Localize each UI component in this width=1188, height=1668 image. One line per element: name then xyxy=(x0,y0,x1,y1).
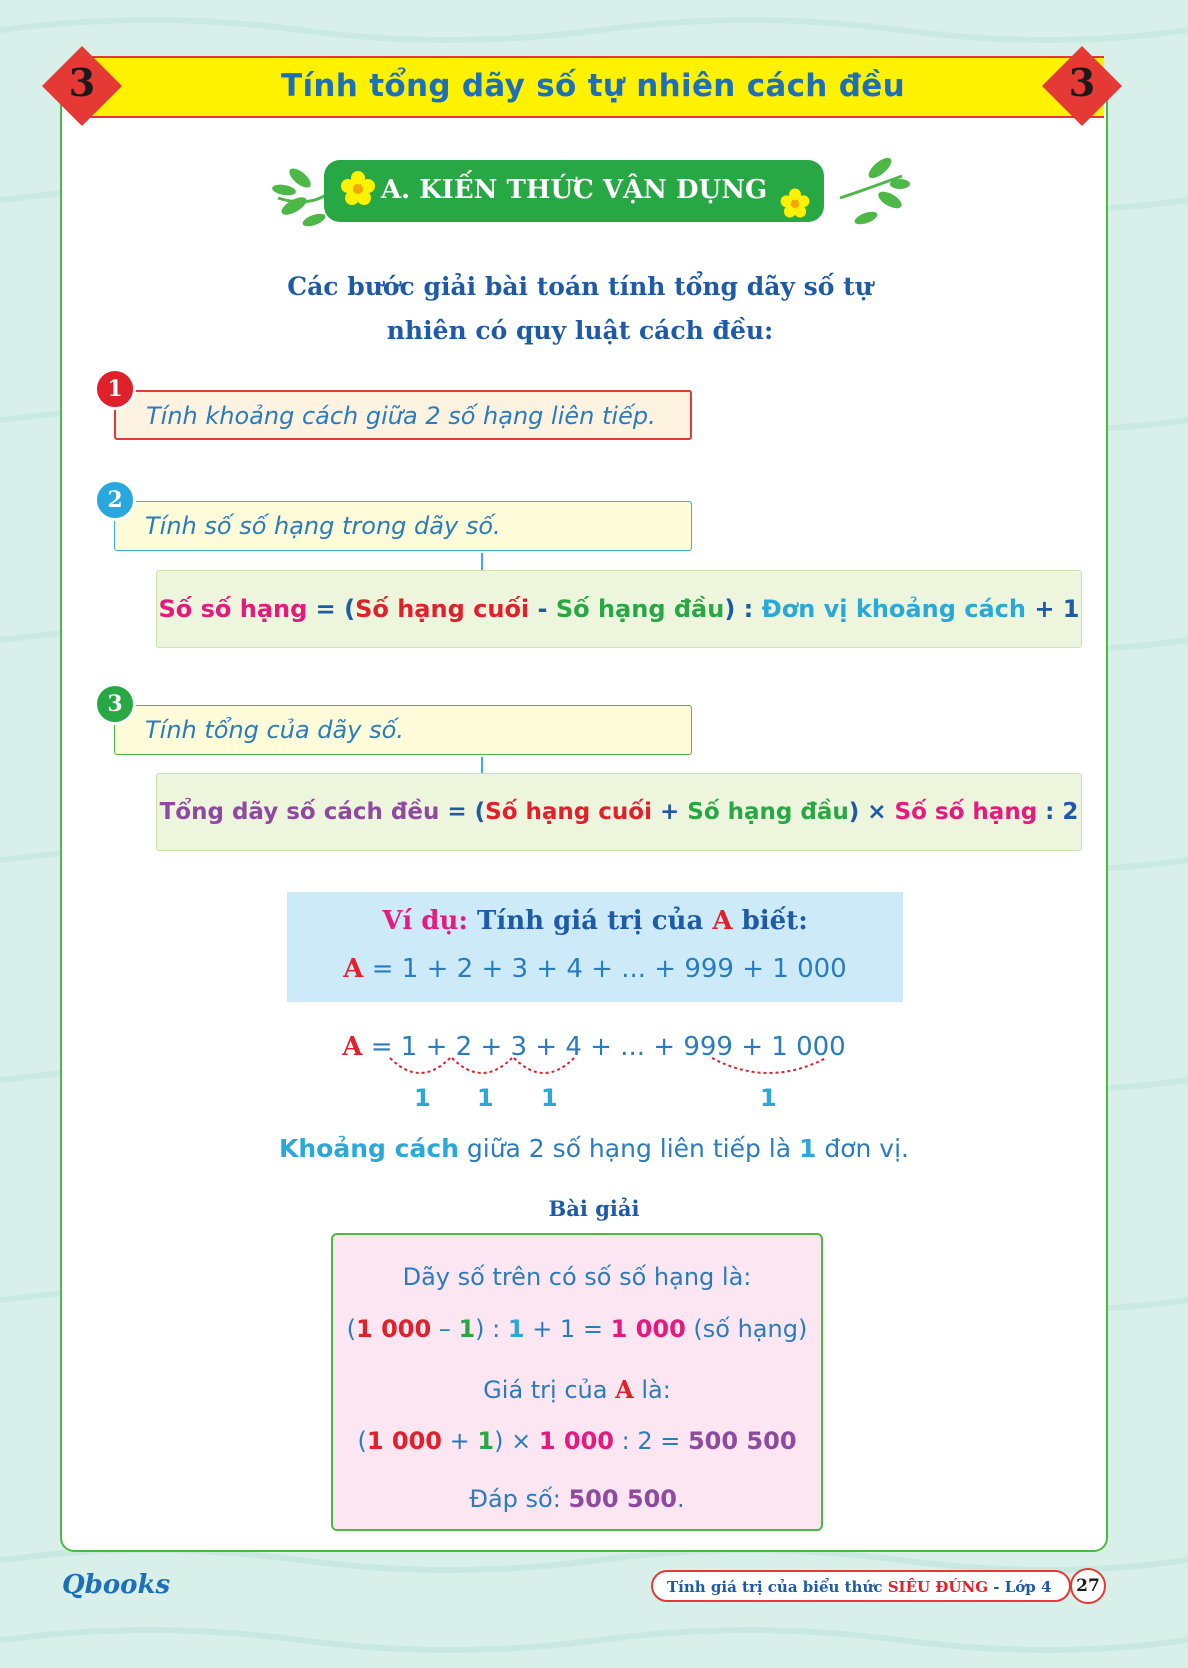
gap-text: giữa 2 số hạng liên tiếp là xyxy=(458,1134,799,1163)
lesson-title: Tính tổng dãy số tự nhiên cách đều xyxy=(281,68,905,104)
formula-count xyxy=(156,570,1082,648)
formula-first-term: Số hạng đầu xyxy=(555,595,725,623)
gap-statement xyxy=(0,1134,1188,1163)
formula-symbol: = ( xyxy=(307,595,356,623)
step-2-box xyxy=(114,501,692,551)
answer-label: Đáp số: xyxy=(469,1485,569,1513)
book-title-emphasis: SIÊU ĐÚNG xyxy=(887,1578,989,1596)
logo-text: Qbooks xyxy=(62,1570,171,1600)
difference-value: 1 xyxy=(760,1084,777,1112)
unit: (số hạng) xyxy=(685,1315,808,1343)
difference-value: 1 xyxy=(541,1084,558,1112)
difference-value: 1 xyxy=(477,1084,494,1112)
value: 1 000 xyxy=(538,1427,614,1455)
example-question: Tính giá trị của xyxy=(467,906,713,936)
example-box xyxy=(287,892,903,1002)
result: 1 000 xyxy=(610,1315,686,1343)
formula-symbol: : 2 xyxy=(1037,799,1079,825)
symbol: × xyxy=(503,1427,539,1455)
formula-sum xyxy=(156,773,1082,851)
book-title-grade: - Lớp 4 xyxy=(988,1578,1052,1596)
expression-variable: A xyxy=(343,954,364,984)
symbol: ) xyxy=(494,1427,504,1455)
expression-body: = 1 + 2 + 3 + 4 + ... + 999 + 1 000 xyxy=(362,1032,846,1062)
formula-sum-lhs: Tổng dãy số cách đều xyxy=(159,799,440,825)
solution-line-1: Dãy số trên có số số hạng là: xyxy=(402,1263,752,1291)
lesson-banner xyxy=(82,56,1104,118)
example-expression xyxy=(287,954,903,984)
formula-gap: Đơn vị khoảng cách xyxy=(761,595,1026,623)
symbol: ) xyxy=(475,1315,485,1343)
formula-last-term: Số hạng cuối xyxy=(355,595,530,623)
value: 1 xyxy=(507,1315,525,1343)
formula-symbol: - xyxy=(529,595,556,623)
step-3-number: 3 xyxy=(94,683,136,725)
formula-first-term: Số hạng đầu xyxy=(687,799,849,825)
solution-line-4 xyxy=(333,1427,821,1455)
symbol: . xyxy=(677,1485,685,1513)
symbol: : 2 = xyxy=(613,1427,688,1455)
value: 1 000 xyxy=(356,1315,432,1343)
symbol: + 1 = xyxy=(524,1315,611,1343)
answer-value: 500 500 xyxy=(568,1485,677,1513)
solution-title: Bài giải xyxy=(548,1196,640,1221)
step-1-text: Tính khoảng cách giữa 2 số hạng liên tiếp. xyxy=(146,402,656,430)
solution-box xyxy=(331,1233,823,1531)
gap-value: 1 xyxy=(798,1134,817,1163)
value: 1 xyxy=(477,1427,495,1455)
formula-last-term: Số hạng cuối xyxy=(485,799,652,825)
symbol: – xyxy=(431,1315,459,1343)
result: 500 500 xyxy=(687,1427,797,1455)
step-1-box xyxy=(114,390,692,440)
step-1-number: 1 xyxy=(94,368,136,410)
lesson-number-badge-left: 3 xyxy=(40,44,124,128)
text: Giá trị của xyxy=(483,1376,616,1404)
expression-body: = 1 + 2 + 3 + 4 + ... + 999 + 1 000 xyxy=(363,954,847,984)
section-title: A. KIẾN THỨC VẬN DỤNG xyxy=(380,175,768,205)
section-pill xyxy=(324,160,824,222)
value: 1 xyxy=(458,1315,476,1343)
symbol: : xyxy=(484,1315,508,1343)
difference-arcs xyxy=(0,1050,1188,1090)
publisher-logo xyxy=(62,1570,170,1600)
formula-symbol: + 1 xyxy=(1025,595,1080,623)
example-tail: biết: xyxy=(732,906,808,936)
page-number: 27 xyxy=(1070,1568,1106,1604)
book-title-text: Tính giá trị của biểu thức xyxy=(667,1578,888,1596)
value: 1 000 xyxy=(366,1427,442,1455)
solution-answer xyxy=(333,1485,821,1513)
formula-symbol: = ( xyxy=(439,799,486,825)
formula-symbol: ) × xyxy=(848,799,895,825)
text: là: xyxy=(633,1376,671,1404)
formula-symbol: ) : xyxy=(724,595,762,623)
step-2-text: Tính số số hạng trong dãy số. xyxy=(145,512,501,540)
example-label: Ví dụ: xyxy=(382,906,468,936)
intro-line-1: Các bước giải bài toán tính tổng dãy số tự xyxy=(287,272,873,301)
lesson-number-badge-right: 3 xyxy=(1040,44,1124,128)
formula-count-term: Số số hạng xyxy=(894,799,1038,825)
formula-symbol: + xyxy=(651,799,688,825)
example-variable: A xyxy=(712,906,733,936)
expression-variable: A xyxy=(342,1032,363,1062)
symbol: + xyxy=(442,1427,478,1455)
symbol: ( xyxy=(346,1315,357,1343)
gap-label: Khoảng cách xyxy=(279,1134,459,1163)
example-title xyxy=(287,906,903,936)
book-title xyxy=(667,1578,1051,1596)
formula-count-lhs: Số số hạng xyxy=(158,595,308,623)
step-2-number: 2 xyxy=(94,479,136,521)
intro-line-2: nhiên có quy luật cách đều: xyxy=(386,316,774,345)
variable: A xyxy=(615,1375,634,1404)
symbol: ( xyxy=(357,1427,367,1455)
gap-unit: đơn vị. xyxy=(816,1134,909,1163)
book-title-pill xyxy=(651,1570,1071,1602)
step-3-text: Tính tổng của dãy số. xyxy=(145,716,404,744)
connector-line xyxy=(481,553,483,571)
section-heading xyxy=(270,148,910,238)
difference-value: 1 xyxy=(414,1084,431,1112)
solution-line-3 xyxy=(333,1375,821,1404)
step-3-box xyxy=(114,705,692,755)
solution-line-2 xyxy=(333,1315,821,1343)
